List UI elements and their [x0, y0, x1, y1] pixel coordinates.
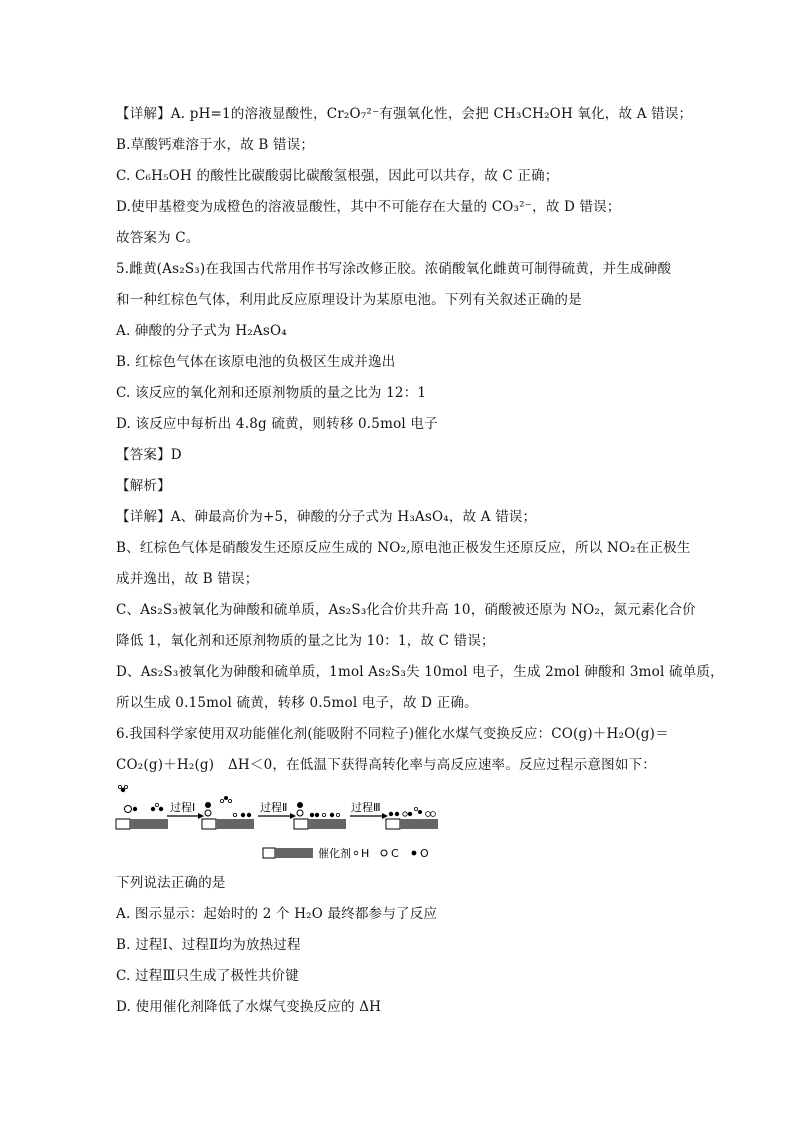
option-d: D. 使用催化剂降低了水煤气变换反应的 ΔH — [116, 999, 382, 1015]
option-a: A. 砷酸的分子式为 H₂AsO₄ — [116, 323, 287, 339]
process-arrow-3 — [350, 800, 388, 819]
answer-label: 【答案】D — [116, 447, 182, 463]
question-6-stem: 6.我国科学家使用双功能催化剂(能吸附不同粒子)催化水煤气变换反应：CO(g)＋H₂O(g)＝ — [116, 726, 669, 742]
text-line: C. C₆H₅OH 的酸性比碳酸弱比碳酸氢根强，因此可以共存，故 C 正确； — [116, 168, 559, 184]
question-6-stem: CO₂(g)＋H₂(g) ΔH＜0，在低温下获得高转化率与高反应速率。反应过程示意图如下： — [116, 757, 656, 773]
water-molecule-icon — [118, 785, 127, 792]
text-line: D.使甲基橙变为成橙色的溶液显酸性，其中不可能存在大量的 CO₃²⁻，故 D 错误； — [116, 199, 621, 215]
water-molecule-icon — [125, 806, 138, 813]
hydrogen-icon — [354, 851, 358, 855]
question-6-prompt: 下列说法正确的是 — [116, 875, 226, 891]
process-label-2: 过程Ⅱ — [260, 801, 288, 814]
process-arrow-2 — [258, 800, 296, 819]
option-d: D. 该反应中每析出 4.8g 硫黄，则转移 0.5mol 电子 — [116, 416, 438, 432]
process-arrow-1 — [167, 800, 204, 819]
oxygen-icon — [412, 851, 417, 856]
text-line: C、As₂S₃被氧化为砷酸和硫单质，As₂S₃化合价共升高 10，硝酸被还原为 NO₂，氮元素化合价 — [116, 602, 696, 618]
text-line: 所以生成 0.15mol 硫黄，转移 0.5mol 电子，故 D 正确。 — [116, 695, 478, 711]
text-line: B.草酸钙难溶于水，故 B 错误； — [116, 137, 315, 153]
text-line: D、As₂S₃被氧化为砷酸和硫单质，1mol As₂S₃失 10mol 电子，生成 2mol 砷酸和 3mol 硫单质， — [116, 664, 724, 680]
legend-o: O — [420, 847, 429, 860]
text-line: 成并逸出，故 B 错误； — [116, 571, 259, 587]
catalyst-icon — [116, 819, 168, 829]
question-5-stem: 和一种红棕色气体，利用此反应原理设计为某原电池。下列有关叙述正确的是 — [116, 292, 582, 308]
legend-h: H — [361, 847, 370, 860]
catalyst-icon — [386, 807, 438, 829]
carbon-icon — [381, 850, 387, 856]
analysis-label: 【解析】 — [116, 478, 171, 494]
option-b: B. 红棕色气体在该原电池的负极区生成并逸出 — [116, 354, 396, 370]
text-line: 故答案为 C。 — [116, 230, 200, 246]
legend-c: C — [391, 847, 399, 860]
catalyst-icon — [202, 796, 254, 829]
text-line: 【详解】A. pH=1的溶液显酸性，Cr₂O₇²⁻有强氧化性，会把 CH₃CH₂OH 氧化，故 A 错误； — [116, 106, 693, 122]
question-5-stem: 5.雌黄(As₂S₃)在我国古代常用作书写涂改修正胶。浓硝酸氧化雌黄可制得硫黄，并生成砷酸 — [116, 261, 672, 277]
process-label-3: 过程Ⅲ — [351, 801, 381, 814]
diagram-legend — [263, 846, 429, 860]
option-c: C. 过程Ⅲ只生成了极性共价键 — [116, 968, 299, 984]
option-b: B. 过程Ⅰ、过程Ⅱ均为放热过程 — [116, 937, 301, 953]
co-molecule-icon — [151, 803, 163, 811]
text-line: 【详解】A、砷最高价为+5，砷酸的分子式为 H₃AsO₄，故 A 错误； — [116, 509, 537, 525]
legend-catalyst: 催化剂 — [318, 847, 351, 860]
process-label-1: 过程Ⅰ — [170, 801, 196, 814]
option-c: C. 该反应的氧化剂和还原剂物质的量之比为 12：1 — [116, 385, 427, 401]
reaction-process-diagram — [110, 782, 470, 872]
text-line: B、红棕色气体是硝酸发生还原反应生成的 NO₂,原电池正极发生还原反应，所以 NO₂在正极生 — [116, 540, 691, 556]
catalyst-icon — [294, 802, 346, 829]
text-line: 降低 1，氧化剂和还原剂物质的量之比为 10：1，故 C 错误； — [116, 633, 495, 649]
option-a: A. 图示显示：起始时的 2 个 H₂O 最终都参与了反应 — [116, 906, 438, 922]
